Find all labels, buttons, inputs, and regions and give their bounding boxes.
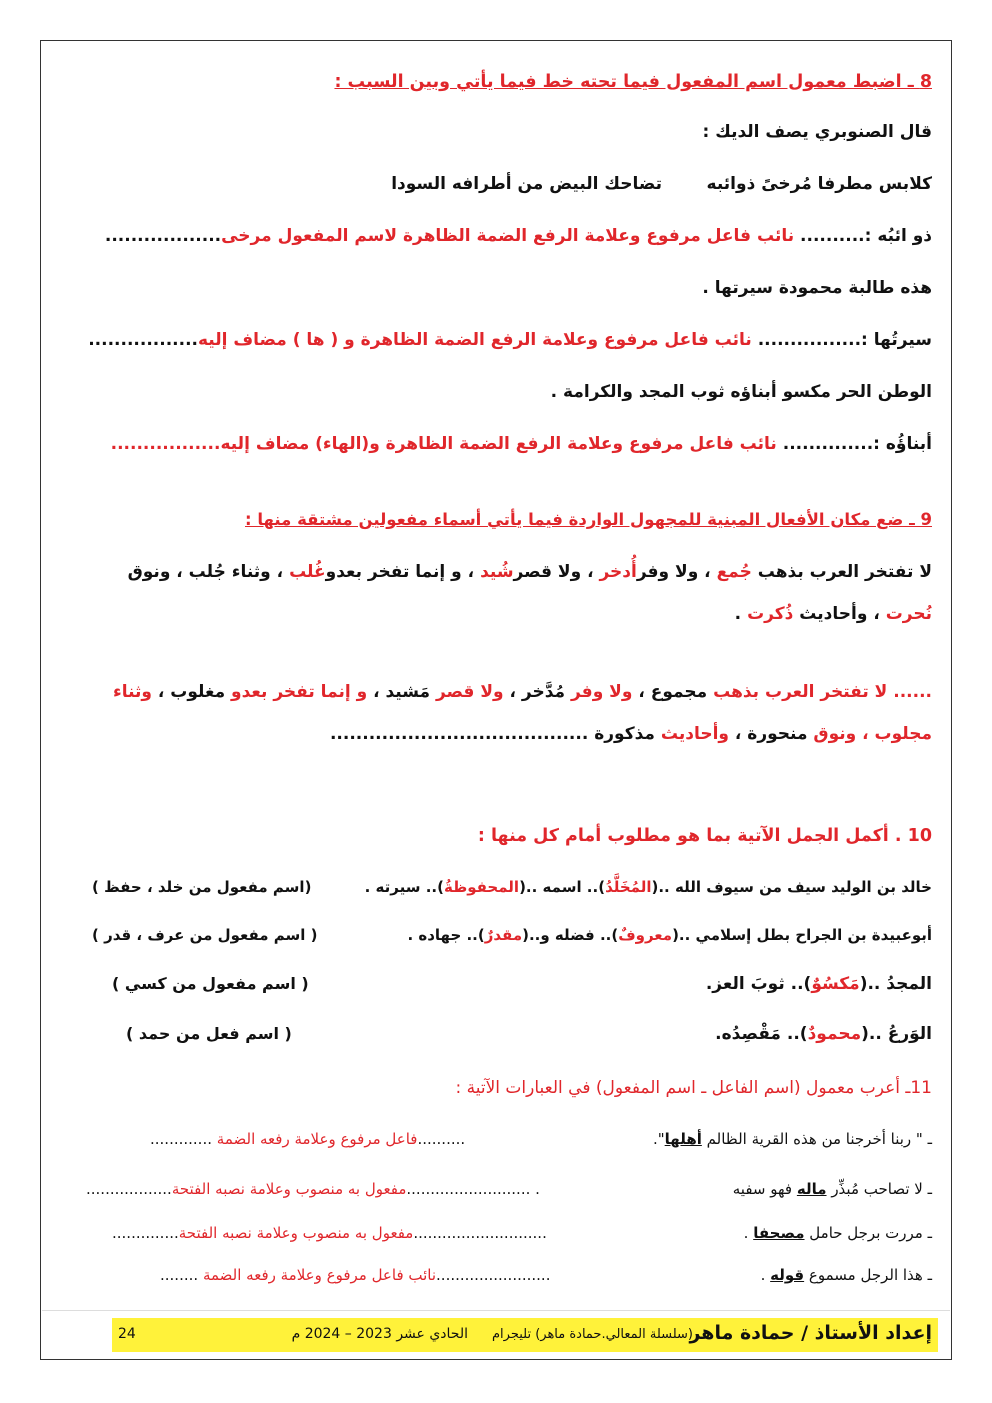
q10-row-4: [715, 1024, 932, 1044]
q8-a1-label: ذو ائبُه :..........: [800, 226, 932, 246]
q10-r3-a: المجدُ ..(: [859, 974, 932, 994]
q10-r2-a: أبوعبيدة بن الجراح بطل إسلامي ..(: [672, 926, 932, 944]
q9-ans2-d: وأحاديث: [660, 724, 729, 744]
q9-ans2-b: ونوق: [813, 724, 857, 744]
q9-p2-b: .: [734, 604, 742, 624]
q9-p1-c: ، ولا قصر: [513, 562, 594, 582]
footer-author: إعداد الأستاذ / حمادة ماهر: [689, 1322, 932, 1344]
q11-r3-sentence: [744, 1224, 932, 1242]
q10-r4-hint: ( اسم فعل من حمد ): [126, 1024, 292, 1043]
q9-ans2-e: مذكورة: [594, 724, 655, 744]
q9-verb-5: نُحرت: [885, 604, 932, 624]
q10-r4-answer: محمودٌ: [807, 1024, 862, 1044]
q11-r3-b: .: [743, 1224, 749, 1242]
q10-r2-hint: ( اسم مفعول من عرف ، قدر ): [92, 926, 318, 944]
q10-row-3: [706, 974, 932, 994]
q9-answer-line-1: [113, 682, 932, 702]
q8-answer-3: [111, 434, 932, 454]
q11-r1-word: أهلها: [664, 1130, 702, 1148]
q11-heading: 11ـ أعرب معمول (اسم الفاعل ـ اسم المفعول) في العبارات الآتية :: [455, 1078, 932, 1098]
q9-ans-i: وثناء: [113, 682, 152, 702]
q8-a3-dots: .................: [110, 434, 221, 454]
q11-r4-b: .: [760, 1266, 766, 1284]
q10-row-2: [407, 926, 932, 944]
q10-r4-a: الوَرعُ ..(: [861, 1024, 932, 1044]
q9-heading: 9 ـ ضع مكان الأفعال المبنية للمجهول الواردة فيما يأتي أسماء مفعولين مشتقة منها :: [245, 510, 932, 529]
q9-ans-g: و إنما تفخر بعدو: [231, 682, 368, 702]
q8-a2-dots: .................: [88, 330, 198, 350]
q11-r3-dots1: ............................: [413, 1224, 547, 1242]
footer-separator: [42, 1310, 950, 1311]
q10-r2-b: ).. فضله و..(: [522, 926, 619, 944]
q11-r1-dots2: .............: [150, 1130, 212, 1148]
q8-a2-text: نائب فاعل مرفوع وعلامة الرفع الضمة الظاهرة و ( ها ) مضاف إليه: [198, 330, 752, 350]
q11-r2-ans: مفعول به منصوب وعلامة نصبه الفتحة: [171, 1180, 407, 1198]
q8-answer-2: [88, 330, 932, 350]
q9-passage-line-2: [735, 604, 932, 624]
q9-passage-line-1: [128, 562, 932, 582]
q8-answer-1: [105, 226, 932, 246]
q9-ans-e: ولا قصر: [435, 682, 504, 702]
q11-r4-word: قوله: [770, 1266, 805, 1284]
q10-r3-hint: ( اسم مفعول من كسي ): [112, 974, 309, 993]
q10-r2-answer-1: معروفٌ: [618, 926, 673, 944]
q8-a2-label: سيرتُها :................: [757, 330, 932, 350]
q11-r2-dots2: ..................: [86, 1180, 172, 1198]
q9-ans-c: ولا وفر: [570, 682, 633, 702]
q10-r2-c: ).. جهاده .: [407, 926, 485, 944]
q9-p1-d: ، و إنما تفخر بعدو: [325, 562, 475, 582]
q11-r1-ans: فاعل مرفوع وعلامة رفعه الضمة: [216, 1130, 418, 1148]
q11-r2-b: فهو سفيه: [732, 1180, 793, 1198]
q8-a3-text: نائب فاعل مرفوع وعلامة الرفع الضمة الظاهرة و(الهاء) مضاف إليه: [220, 434, 777, 454]
q9-verb-2: أُدخر: [599, 562, 637, 582]
q9-ans-h: مغلوب ،: [157, 682, 226, 702]
q11-r2-dots1: . ..........................: [406, 1180, 540, 1198]
q9-ans-d: مُدَّخر ،: [509, 682, 566, 702]
q8-verse-second: تضاحك البيض من أطرافه السودا: [391, 174, 662, 194]
q8-intro: قال الصنوبري يصف الديك :: [702, 122, 932, 142]
q10-row-1: [365, 878, 932, 896]
q11-r2-a: ـ لا تصاحب مُبذِّر: [831, 1180, 932, 1198]
q11-r3-answer: [112, 1224, 547, 1242]
q10-r2-answer-2: مقدرٌ: [484, 926, 523, 944]
q9-p1-a: لا تفتخر العرب بذهب: [757, 562, 932, 582]
q8-heading: 8 ـ اضبط معمول اسم المفعول فيما تحته خط فيما يأتي وبين السبب :: [334, 72, 932, 92]
q11-r1-answer: [150, 1130, 465, 1148]
q8-a1-text: نائب فاعل مرفوع وعلامة الرفع الضمة الظاهرة لاسم المفعول مرخى: [221, 226, 795, 246]
q8-a3-label: أبناؤُه :..............: [782, 434, 932, 454]
page-number: 24: [118, 1326, 136, 1342]
q8-sentence-2: هذه طالبة محمودة سيرتها .: [702, 278, 932, 298]
q9-ans2-dots: ........................................: [329, 724, 589, 744]
footer-grade: الحادي عشر 2023 – 2024 م: [291, 1326, 468, 1342]
q9-p1-b: ، ولا وفر: [636, 562, 711, 582]
q11-r4-answer: [160, 1266, 550, 1284]
q9-p2-a: ، وأحاديث: [799, 604, 880, 624]
q9-verb-6: ذُكرت: [747, 604, 794, 624]
q8-a1-dots: ..................: [104, 226, 222, 246]
q10-r1-b: ).. اسمه ..(: [519, 878, 606, 896]
q11-r2-sentence: [733, 1180, 932, 1198]
q10-r1-a: خالد بن الوليد سيف من سيوف الله ..(: [651, 878, 932, 896]
q8-verse-first: كلابس مطرفا مُرخىً ذوائبه: [706, 174, 932, 194]
q9-ans-f: مَشيد ،: [373, 682, 431, 702]
q10-r3-b: ).. ثوبَ العز.: [705, 974, 812, 994]
q10-r1-answer-1: المُخَلَّدُ: [605, 878, 652, 896]
q11-r2-answer: [86, 1180, 540, 1198]
q11-r3-word: مصحفا: [753, 1224, 805, 1242]
footer-bar: [112, 1318, 938, 1352]
q9-ans2-c: منحورة ،: [734, 724, 808, 744]
q9-ans2-a: مجلوب ،: [862, 724, 932, 744]
q9-answer-line-2: [330, 724, 932, 744]
q11-r3-ans: مفعول به منصوب وعلامة نصبه الفتحة: [178, 1224, 414, 1242]
q11-r2-word: ماله: [796, 1180, 827, 1198]
q9-verb-4: غُلب: [289, 562, 326, 582]
q11-r4-sentence: [761, 1266, 932, 1284]
q11-r4-a: ـ هذا الرجل مسموع: [808, 1266, 932, 1284]
q11-r4-dots1: ........................: [436, 1266, 551, 1284]
q10-r1-c: ).. سيرته .: [364, 878, 444, 896]
q11-r4-ans: نائب فاعل مرفوع وعلامة رفعه الضمة: [202, 1266, 437, 1284]
footer-series: (سلسلة المعالي.حمادة ماهر) تليجرام: [492, 1327, 693, 1342]
q9-verb-3: شُيد: [480, 562, 514, 582]
q10-r1-answer-2: المحفوظةُ: [443, 878, 520, 896]
q9-ans-a: ...... لا تفتخر العرب بذهب: [713, 682, 932, 702]
q9-verb-1: جُمع: [716, 562, 752, 582]
q11-r1-sentence: [653, 1130, 932, 1148]
q10-r1-hint: (اسم مفعول من خلد ، حفظ ): [92, 878, 312, 896]
q11-r1-dots1: ..........: [417, 1130, 466, 1148]
q11-r1-b: ".: [652, 1130, 665, 1148]
q10-r4-b: ).. مَقْصِدُه.: [715, 1024, 808, 1044]
q11-r1-a: ـ " ربنا أخرجنا من هذه القرية الظالم: [706, 1130, 932, 1148]
q9-p1-e: ، وثناء جُلب ، ونوق: [127, 562, 284, 582]
q11-r4-dots2: ........: [160, 1266, 199, 1284]
q8-sentence-3: الوطن الحر مكسو أبناؤه ثوب المجد والكرامة .: [550, 382, 932, 402]
q11-r3-a: ـ مررت برجل حامل: [809, 1224, 932, 1242]
q10-heading: 10 . أكمل الجمل الآتية بما هو مطلوب أمام كل منها :: [477, 826, 932, 846]
q10-r3-answer: مَكسُوٌ: [811, 974, 860, 994]
q9-ans-b: مجموع ،: [638, 682, 708, 702]
q11-r3-dots2: ..............: [112, 1224, 179, 1242]
